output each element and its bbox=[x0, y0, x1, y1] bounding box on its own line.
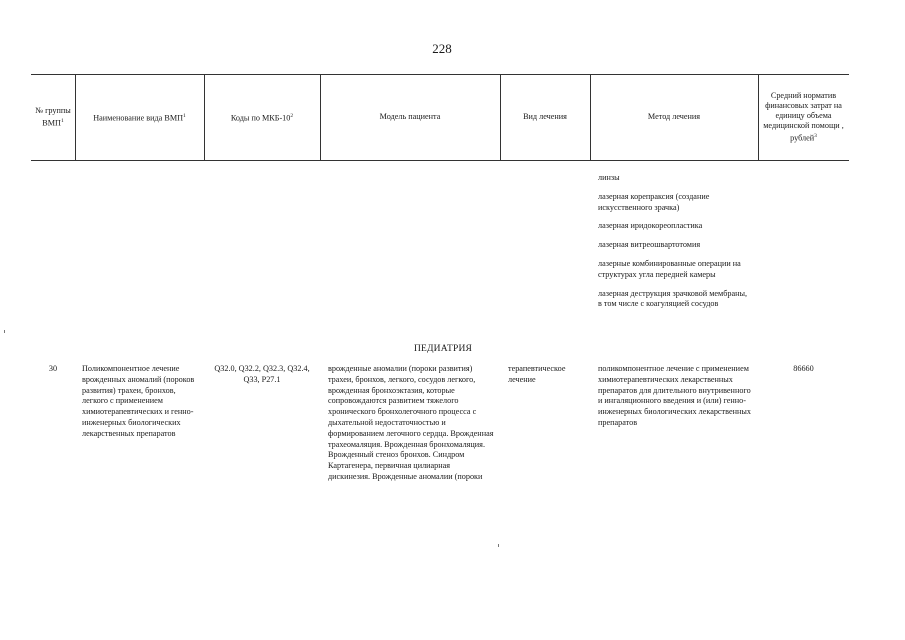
header-vmp-name bbox=[75, 74, 204, 160]
row-treatment-method: поликомпонентное лечение с применением химиотерапевтических лекарственных препаратов для длительного внутривенного и ингаляционного введения и (или) генно-инженерных биологических лекарственных препаратов bbox=[598, 364, 751, 427]
header-average-cost bbox=[758, 74, 849, 160]
continued-method-item: лазерная иридокореопластика bbox=[598, 221, 703, 231]
page-number: 228 bbox=[432, 41, 452, 56]
continued-method-list bbox=[598, 173, 750, 318]
header-average-cost-text: Средний норматив финансовых затрат на единицу объема медицинской помощи , рублей bbox=[763, 90, 844, 143]
scan-speck bbox=[4, 330, 5, 333]
header-icd-codes-text: Коды по МКБ-10 bbox=[230, 113, 291, 123]
header-icd-codes-footnote: 2 bbox=[290, 112, 294, 119]
header-treatment-type-text: Вид лечения bbox=[523, 112, 567, 121]
continued-method-item: лазерная витреошвартотомия bbox=[598, 240, 701, 250]
continued-method-item: лазерные комбинированные операции на структурах угла передней камеры bbox=[598, 258, 741, 279]
header-treatment-method-text: Метод лечения bbox=[647, 112, 701, 121]
header-bottom-rule bbox=[31, 160, 849, 161]
row-vmp-name: Поликомпонентное лечение врожденных аномалий (пороков развития) трахеи, бронхов, легкого с применением химиотерапевтических и генно-инженерных биологических лекарственных препаратов bbox=[82, 364, 195, 438]
header-treatment-method bbox=[590, 74, 758, 160]
header-vmp-name-footnote: 1 bbox=[183, 112, 186, 119]
continued-method-item: линзы bbox=[598, 173, 620, 182]
section-title-pediatrics: ПЕДИАТРИЯ bbox=[413, 344, 473, 354]
header-patient-model bbox=[320, 74, 500, 160]
continued-method-item: лазерная деструкция зрачковой мембраны, в том числе с коагуляцией сосудов bbox=[598, 288, 748, 309]
header-treatment-type bbox=[500, 74, 590, 160]
header-group-footnote: 1 bbox=[60, 117, 64, 124]
header-vmp-name-text: Наименование вида ВМП bbox=[93, 113, 184, 123]
row-average-cost: 86660 bbox=[793, 364, 814, 373]
row-patient-model: врожденные аномалии (пороки развития) трахеи, бронхов, легкого, сосудов легкого, врожденная бронхоэктазия, которые сопровождаются развитием тяжелого хронического бронхолегочного процесса с дыхательной недостаточностью и формированием легочного сердца. Врожденная трахеомаляция. Врожденная бронхомаляция. Врожденный стеноз бронхов. Синдром Картагенера, первичная цилиарная дискинезия. Врожденные аномалии (пороки bbox=[328, 364, 494, 481]
continued-method-item: лазерная корепраксия (создание искусственного зрачка) bbox=[598, 191, 710, 212]
header-patient-model-text: Модель пациента bbox=[379, 112, 441, 121]
header-group-number bbox=[31, 74, 75, 160]
header-icd-codes bbox=[204, 74, 320, 160]
header-group-number-text: № группы ВМП bbox=[35, 105, 71, 128]
row-icd-codes: Q32.0, Q32.2, Q32.3, Q32.4, Q33, P27.1 bbox=[214, 364, 310, 384]
scan-speck bbox=[498, 544, 499, 547]
row-group-number: 30 bbox=[48, 364, 58, 373]
row-treatment-type: терапевтическое лечение bbox=[508, 364, 566, 384]
header-average-cost-footnote: 3 bbox=[814, 132, 817, 139]
